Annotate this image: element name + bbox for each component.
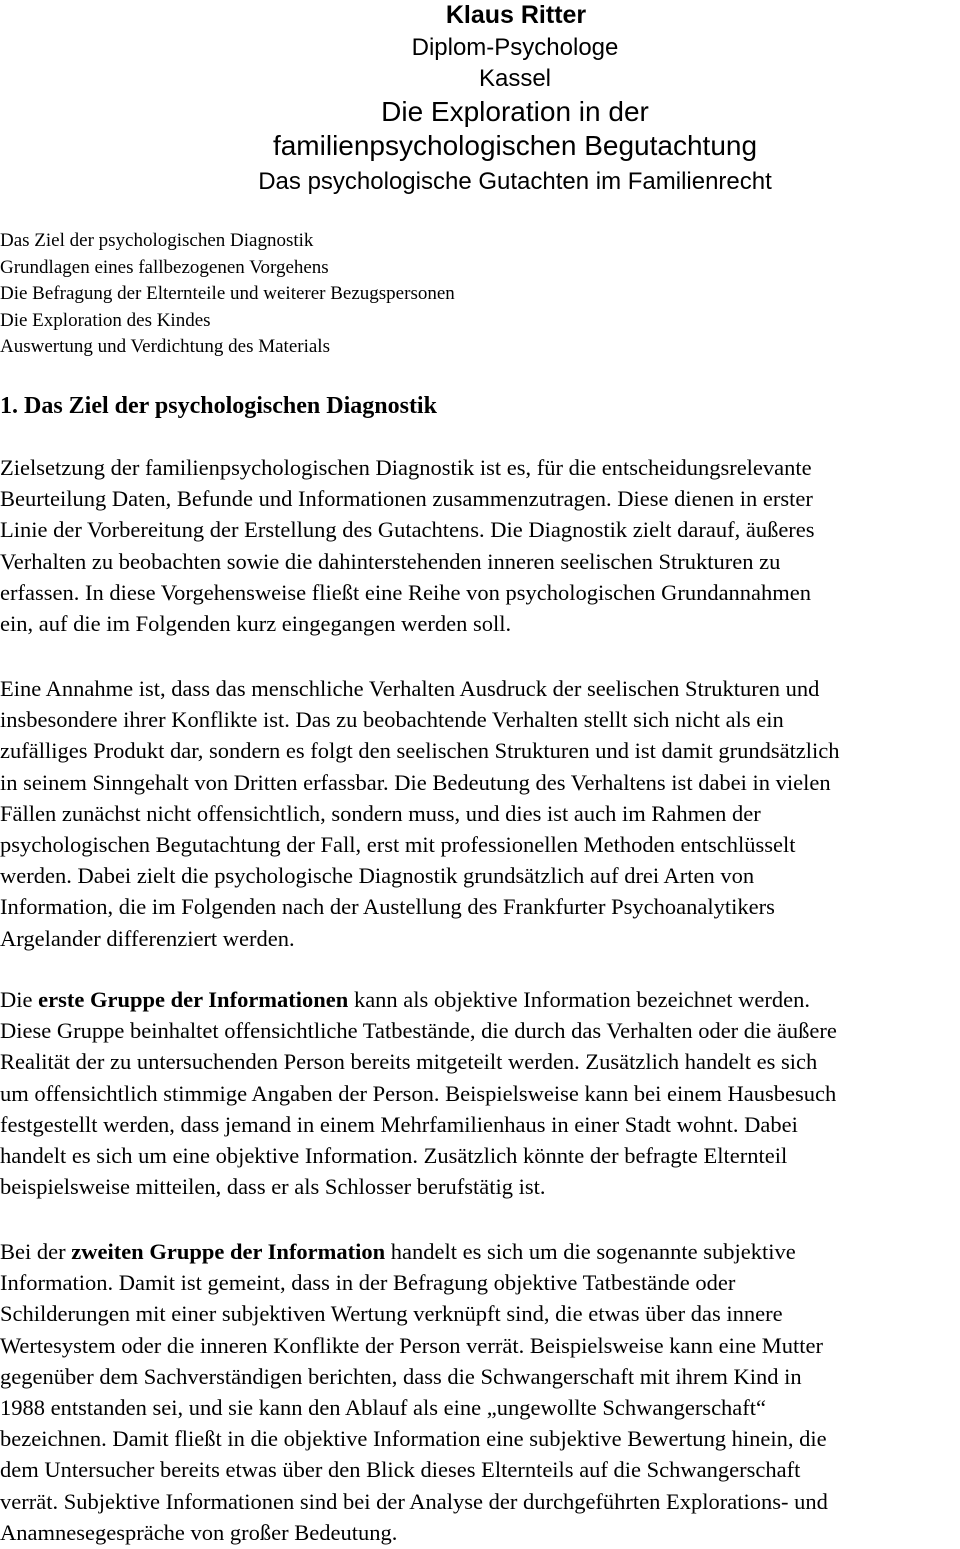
document-title-line-1: Die Exploration in der bbox=[381, 96, 649, 127]
text-line: in seinem Sinngehalt von Dritten erfassbar. Die Bedeutung des Verhaltens ist dabei in vielen bbox=[0, 769, 831, 795]
text-line: bezeichnen. Damit fließt in die objektive Information eine subjektive Bewertung hinein, die bbox=[0, 1426, 827, 1452]
paragraph-objective-information bbox=[0, 984, 960, 1202]
document-title-line-2: familienpsychologischen Begutachtung bbox=[272, 130, 758, 161]
paragraph-subjective-information bbox=[0, 1236, 960, 1548]
text-line: Fällen zunächst nicht offensichtlich, sondern muss, und dies ist auch im Rahmen der bbox=[0, 800, 761, 826]
emphasis-first-group: erste Gruppe der Informationen bbox=[38, 987, 349, 1012]
text-line: Eine Annahme ist, dass das menschliche Verhalten Ausdruck der seelischen Strukturen und bbox=[0, 676, 820, 701]
paragraph-goal bbox=[0, 452, 960, 639]
text-line: Verhalten zu beobachten sowie die dahinterstehenden inneren seelischen Strukturen zu bbox=[0, 548, 781, 574]
text-run: Die bbox=[0, 987, 39, 1012]
text-line: Schilderungen mit einer subjektiven Wertung verknüpft sind, die etwas über das innere bbox=[0, 1301, 783, 1327]
text-line: Beurteilung Daten, Befunde und Informationen zusammenzutragen. Diese dienen in erster bbox=[0, 486, 813, 512]
text-line: gegenüber dem Sachverständigen berichten, dass die Schwangerschaft mit ihrem Kind in bbox=[0, 1363, 802, 1389]
emphasis-second-group: zweiten Gruppe der Information bbox=[71, 1239, 386, 1264]
author-name: Klaus Ritter bbox=[445, 1, 587, 29]
text-line: zufälliges Produkt dar, sondern es folgt den seelischen Strukturen und ist damit grundsätzlich bbox=[0, 738, 840, 764]
document-subtitle: Das psychologische Gutachten im Familienrecht bbox=[258, 168, 772, 195]
toc-item-basics: Grundlagen eines fallbezogenen Vorgehens bbox=[0, 256, 329, 278]
text-line: Realität der zu untersuchenden Person bereits mitgeteilt werden. Zusätzlich handelt es sich bbox=[0, 1049, 818, 1075]
table-of-contents bbox=[0, 228, 700, 361]
text-line: handelt es sich um eine objektive Information. Zusätzlich könnte der befragte Elternteil bbox=[0, 1143, 788, 1169]
text-line: festgestellt werden, dass jemand in einem Mehrfamilienhaus in einer Stadt wohnt. Dabei bbox=[0, 1111, 798, 1137]
text-line: verrät. Subjektive Informationen sind bei der Analyse der durchgeführten Explorations- und bbox=[0, 1488, 828, 1514]
text-run: kann als objektive Information bezeichnet werden. bbox=[348, 987, 811, 1012]
text-line: Information. Damit ist gemeint, dass in der Befragung objektive Tatbestände oder bbox=[0, 1270, 736, 1296]
text-line: Anamnesegespräche von großer Bedeutung. bbox=[0, 1519, 398, 1545]
text-line: erfassen. In diese Vorgehensweise fließt eine Reihe von psychologischen Grundannahmen bbox=[0, 579, 812, 605]
text-run: Bei der bbox=[0, 1239, 72, 1264]
text-line: dem Untersucher bereits etwas über den Blick dieses Elternteils auf die Schwangerschaft bbox=[0, 1457, 801, 1483]
text-line: beispielsweise mitteilen, dass er als Schlosser berufstätig ist. bbox=[0, 1174, 546, 1200]
toc-item-goal: Das Ziel der psychologischen Diagnostik bbox=[0, 230, 314, 251]
text-line: Wertesystem oder die inneren Konflikte der Person verrät. Beispielsweise kann eine Mutter bbox=[0, 1332, 823, 1358]
text-line: 1988 entstanden sei, und sie kann den Ablauf als eine „ungewollte Schwangerschaft“ bbox=[0, 1395, 767, 1421]
text-line bbox=[0, 984, 960, 1015]
text-line: psychologischen Begutachtung der Fall, erst mit professionellen Methoden entschlüsselt bbox=[0, 832, 796, 858]
text-line: ein, auf die im Folgenden kurz eingegangen werden soll. bbox=[0, 611, 512, 637]
text-line: Argelander differenziert werden. bbox=[0, 925, 295, 951]
text-line: Information, die im Folgenden nach der Austellung des Frankfurter Psychoanalytikers bbox=[0, 894, 775, 920]
text-line bbox=[0, 1236, 960, 1267]
section-heading: 1. Das Ziel der psychologischen Diagnostik bbox=[0, 393, 437, 419]
text-line: insbesondere ihrer Konflikte ist. Das zu beobachtende Verhalten stellt sich nicht als ein bbox=[0, 707, 784, 733]
text-line: Linie der Vorbereitung der Erstellung des Gutachtens. Die Diagnostik zielt darauf, äußeres bbox=[0, 517, 815, 543]
toc-item-child-exploration: Die Exploration des Kindes bbox=[0, 309, 211, 331]
toc-item-parent-interview: Die Befragung der Elternteile und weiterer Bezugspersonen bbox=[0, 283, 455, 304]
paragraph-assumption bbox=[0, 673, 960, 954]
toc-item-evaluation: Auswertung und Verdichtung des Materials bbox=[0, 336, 330, 357]
author-role: Diplom-Psychologe bbox=[411, 34, 619, 61]
text-run: handelt es sich um die sogenannte subjektive bbox=[385, 1239, 796, 1264]
text-line: um offensichtlich stimmige Angaben der Person. Beispielsweise kann bei einem Hausbesuch bbox=[0, 1080, 837, 1106]
text-line: Diese Gruppe beinhaltet offensichtliche Tatbestände, die durch das Verhalten oder die äußere bbox=[0, 1018, 837, 1044]
text-line: Zielsetzung der familienpsychologischen Diagnostik ist es, für die entscheidungsrelevante bbox=[0, 455, 812, 480]
text-line: werden. Dabei zielt die psychologische Diagnostik grundsätzlich auf drei Arten von bbox=[0, 863, 755, 889]
author-city: Kassel bbox=[478, 65, 552, 92]
